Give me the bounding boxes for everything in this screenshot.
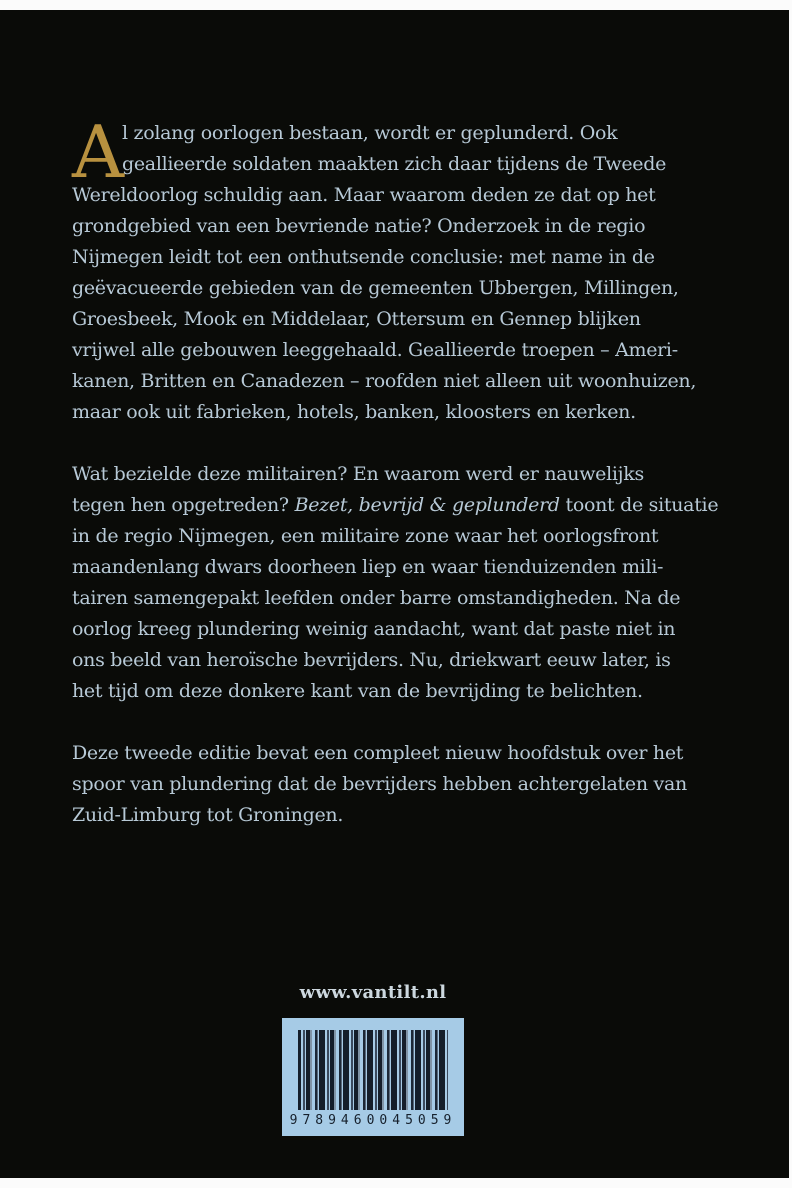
- paragraph-2: [72, 459, 719, 707]
- drop-cap-letter: A: [72, 110, 124, 194]
- text-line: vrijwel alle gebouwen leeggehaald. Geallieerde troepen – Ameri-: [72, 339, 678, 361]
- text-line: Deze tweede editie bevat een compleet nieuw hoofdstuk over het: [72, 742, 684, 764]
- text-line: maar ook uit fabrieken, hotels, banken, kloosters en kerken.: [72, 401, 636, 423]
- text-line: tairen samengepakt leefden onder barre omstandigheden. Na de: [72, 587, 681, 609]
- text-line: l zolang oorlogen bestaan, wordt er geplunderd. Ook: [122, 122, 618, 144]
- text-segment: tegen hen opgetreden?: [72, 494, 295, 516]
- text-line: grondgebied van een bevriende natie? Onderzoek in de regio: [72, 215, 646, 237]
- text-line: geëvacueerde gebieden van de gemeenten Ubbergen, Millingen,: [72, 277, 679, 299]
- text-line: spoor van plundering dat de bevrijders hebben achtergelaten van: [72, 773, 687, 795]
- isbn-barcode: [282, 1018, 464, 1136]
- paragraph-1: [72, 110, 712, 428]
- text-line: ons beeld van heroïsche bevrijders. Nu, driekwart eeuw later, is: [72, 649, 671, 671]
- back-cover: [0, 10, 789, 1178]
- book-title-italic: Bezet, bevrijd & geplunderd: [294, 494, 560, 516]
- publisher-url: www.vantilt.nl: [299, 982, 447, 1003]
- text-line: Nijmegen leidt tot een onthutsende conclusie: met name in de: [72, 246, 655, 268]
- text-line: Groesbeek, Mook en Middelaar, Ottersum en Gennep blijken: [72, 308, 641, 330]
- text-line: Zuid-Limburg tot Groningen.: [72, 804, 344, 826]
- text-line: maandenlang dwars doorheen liep en waar tienduizenden mili-: [72, 556, 664, 578]
- text-line: geallieerde soldaten maakten zich daar tijdens de Tweede: [122, 153, 667, 175]
- text-line: Wat bezielde deze militairen? En waarom werd er nauwelijks: [72, 463, 644, 485]
- text-line: kanen, Britten en Canadezen – roofden niet alleen uit woonhuizen,: [72, 370, 697, 392]
- text-line: oorlog kreeg plundering weinig aandacht, want dat paste niet in: [72, 618, 676, 640]
- text-line: in de regio Nijmegen, een militaire zone waar het oorlogsfront: [72, 525, 659, 547]
- text-line-with-title: [72, 490, 719, 521]
- paragraph-3: [72, 738, 712, 831]
- barcode-digits: 9789460045059: [289, 1113, 457, 1128]
- blurb-text-block: [72, 110, 719, 862]
- text-line: het tijd om deze donkere kant van de bevrijding te belichten.: [72, 680, 643, 702]
- text-segment: toont de situatie: [559, 494, 719, 516]
- text-line: Wereldoorlog schuldig aan. Maar waarom deden ze dat op het: [72, 184, 656, 206]
- barcode-bars: [298, 1030, 448, 1110]
